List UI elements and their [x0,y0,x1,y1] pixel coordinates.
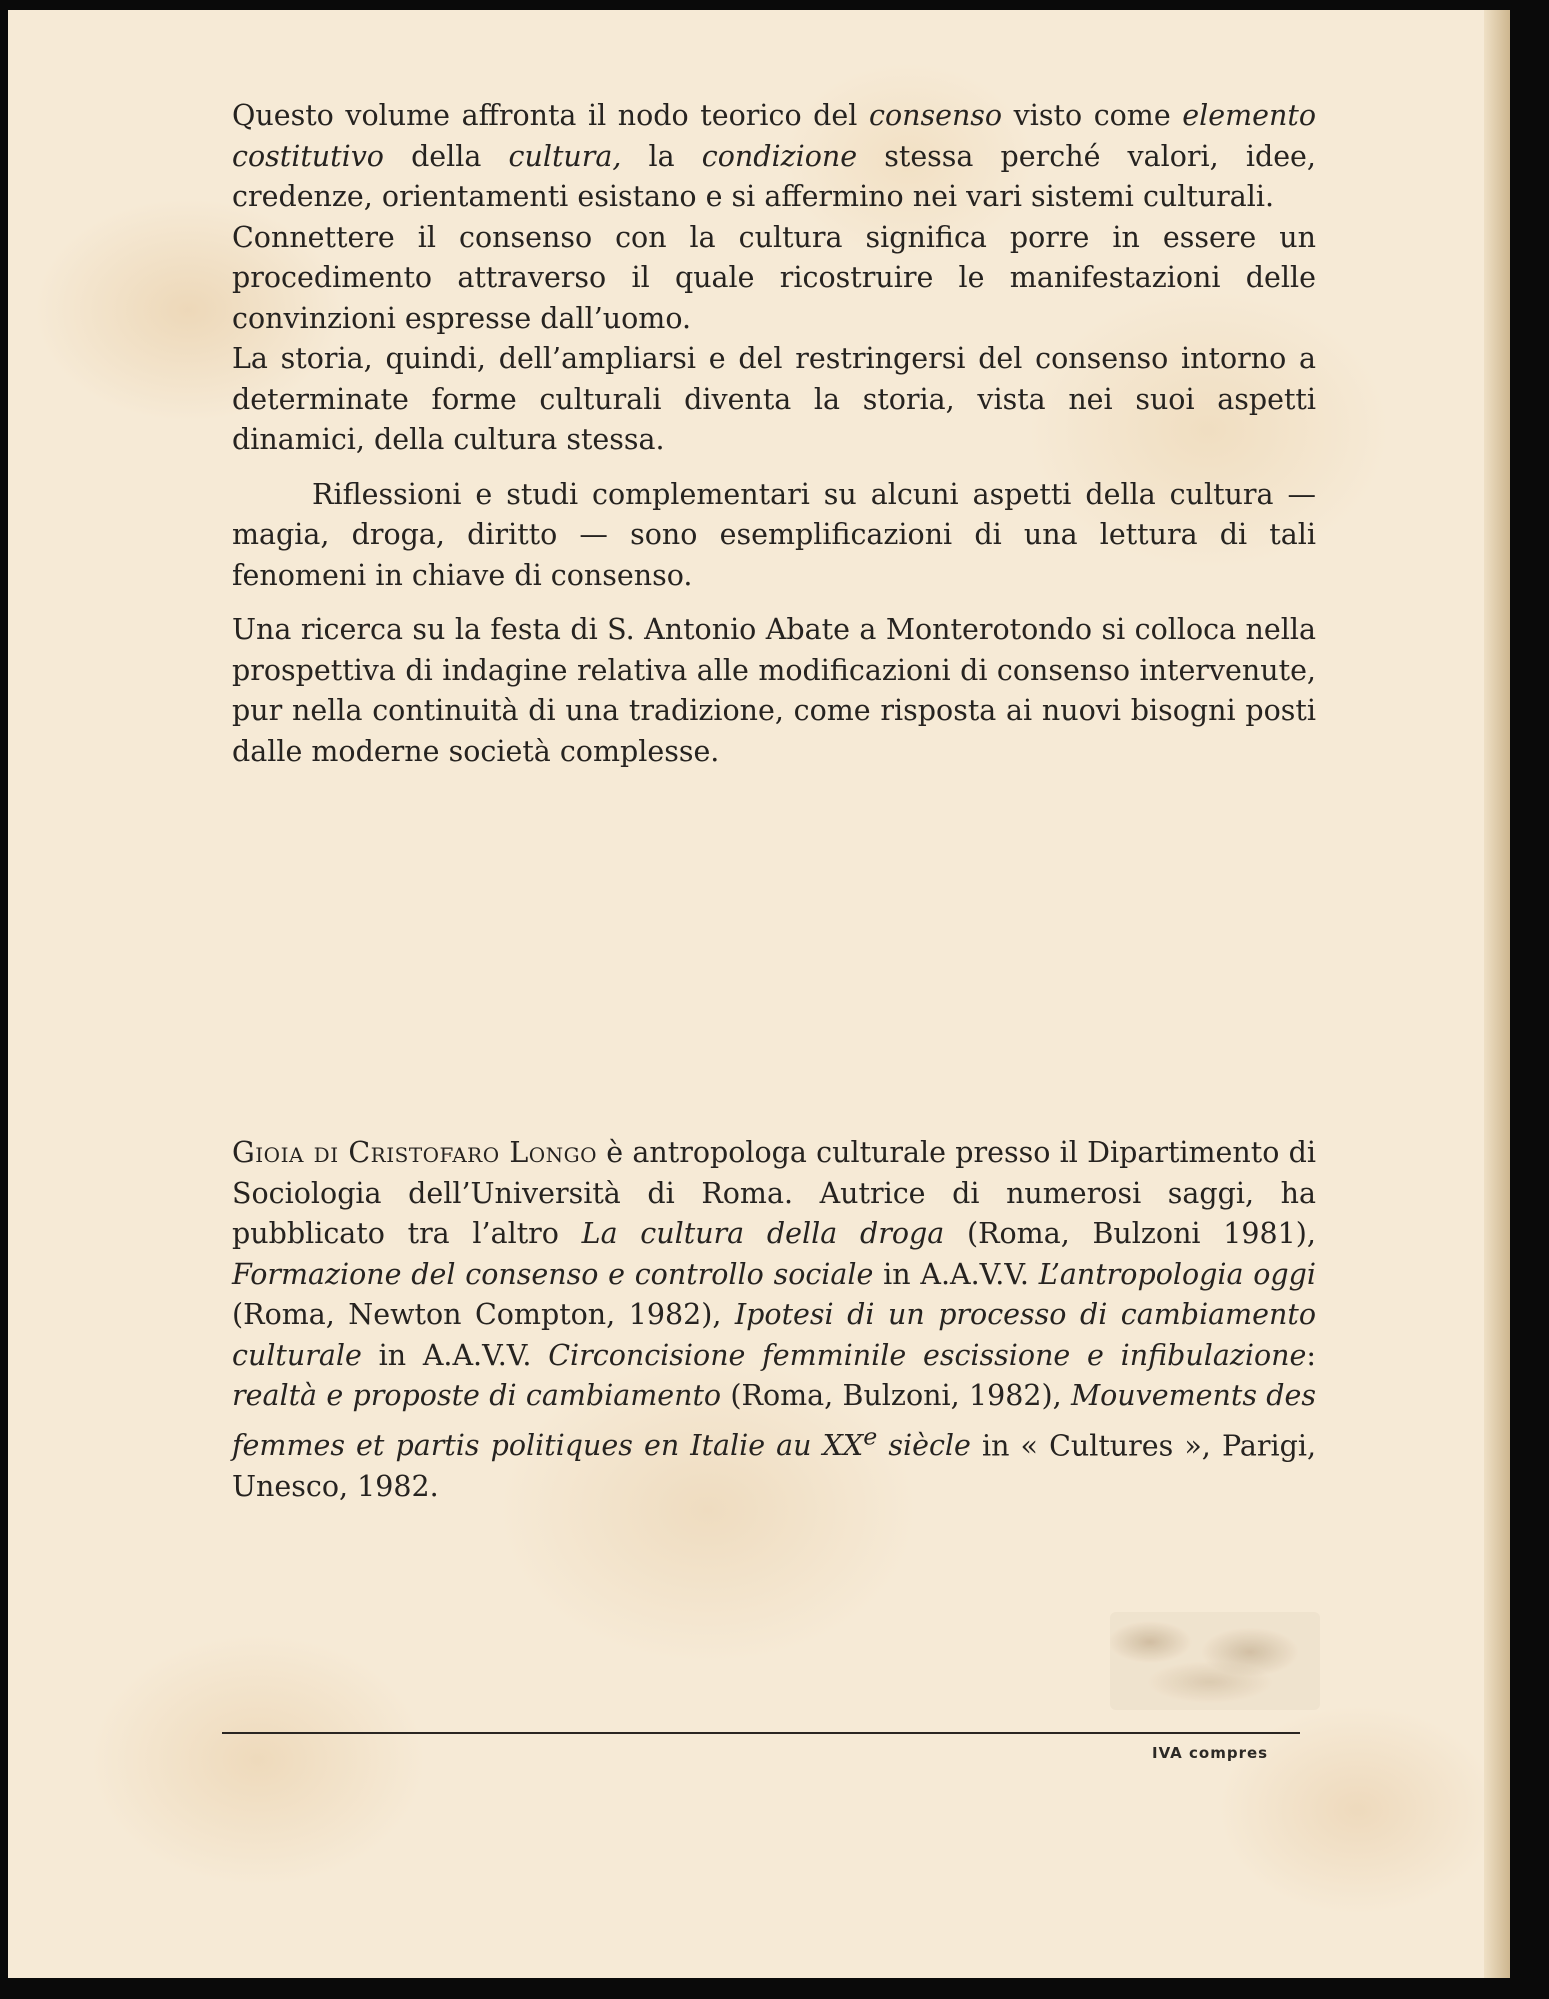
description-block [232,96,1316,772]
cover-edge [1484,10,1510,1978]
p1-em-elemento: elemento costitutivo [232,99,1316,173]
paragraph-5: Una ricerca su la festa di S. Antonio Abate a Monterotondo si colloca nella prospettiva di indagine relativa alle modificazioni di consenso intervenute, pur nella continuità di una tradizione, come risposta ai nuovi bisogni posti dalle moderne società complesse. [232,613,1316,768]
bio-text-2: (Roma, Bulzoni 1981), [944,1217,1316,1250]
work-5: Circoncisione femminile escissione e infibulazione [548,1338,1307,1372]
work-7-siecle: siècle [877,1429,971,1462]
paragraph-3: La storia, quindi, dell’ampliarsi e del restringersi del consenso intorno a determinate forme culturali diventa la storia, vista nei suoi aspetti dinamici, della cultura stessa. [232,342,1316,456]
author-bio [232,1133,1316,1507]
work-7-title: Mouvements des femmes et partis politiques en Italie au XX [232,1379,1317,1462]
author-paragraph [232,1133,1316,1507]
paragraph-1 [232,96,1316,218]
p1-em-cultura: cultura, [508,139,622,173]
work-4: Ipotesi di un processo di cambiamento culturale [232,1298,1316,1372]
p1-text-a: Questo volume affronta il nodo teorico del [232,99,869,132]
work-3: L’antropologia oggi [1038,1257,1317,1291]
work-6: realtà e proposte di cambiamento [232,1379,722,1412]
divider-rule [222,1732,1300,1734]
paragraph-2: Connettere il consenso con la cultura significa porre in essere un procedimento attraverso il quale ricostruire le manifestazioni delle convinzioni espresse dall’uomo. [232,220,1316,335]
work-2: Formazione del consenso e controllo sociale [232,1257,874,1291]
p1-text-g: la [621,139,702,173]
bio-text-5: in A.A.V.V. [361,1338,549,1372]
bio-text-1: è antropologa culturale presso il Dipartimento di Sociologia dell’Università di Roma. Autrice di numerosi saggi, ha pubblicato tra l’altro [232,1136,1316,1250]
bio-text-4: (Roma, Newton Compton, 1982), [232,1298,735,1331]
p1-em-consenso: consenso [868,99,1003,132]
work-1: La cultura della droga [581,1217,945,1250]
bio-text-8: in « Cultures », Parigi, Unesco, 1982. [232,1429,1317,1503]
p1-text-i: stessa perché valori, idee, credenze, orientamenti esistano e si affermino nei vari sistemi culturali. [232,139,1316,213]
bio-text-7: (Roma, Bulzoni, 1982), [721,1379,1071,1412]
price-sticker-label: IVA compres [1152,1744,1269,1762]
p1-text-c: visto come [1002,99,1183,132]
bio-text-6: : [1306,1338,1316,1372]
price-sticker-residue [1110,1612,1320,1710]
author-name: Gioia di Cristofaro Longo [232,1136,598,1169]
p1-em-condizione: condizione [701,139,858,173]
paragraph-4: Riflessioni e studi complementari su alcuni aspetti della cultura — magia, droga, diritto — sono esemplificazioni di una lettura di tali fenomeni in chiave di consenso. [232,477,1316,592]
bio-text-3: in A.A.V.V. [873,1257,1039,1291]
century-superscript: e [863,1422,878,1451]
p1-text-e: della [383,139,509,173]
